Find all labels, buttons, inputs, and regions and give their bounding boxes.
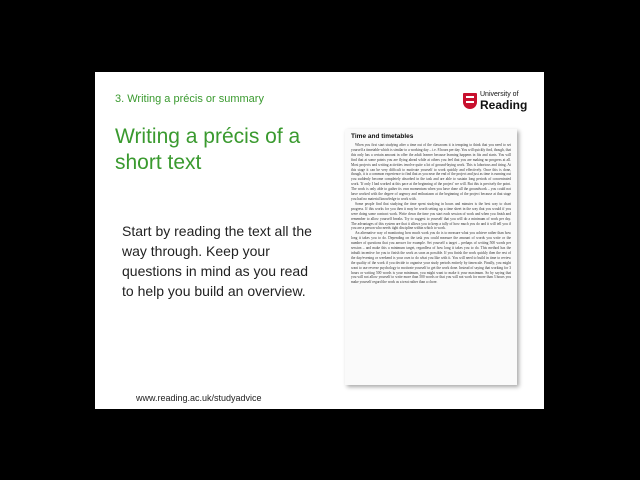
section-label: 3. Writing a précis or summary — [115, 93, 264, 105]
logo-line-2: Reading — [480, 98, 528, 112]
slide-body-text: Start by reading the text all the way through. Keep your questions in mind as you read to help you build an overview. — [122, 223, 312, 299]
document-page-image — [345, 129, 517, 385]
document-paragraph-3: An alternative way of monitoring how much work you do is to measure what you achieve rather than how long it takes you to do. Depending on the task you could measure the amount of words you write or the number of questions that you answer for example. Set yourself a target – perhaps of writing 500 words per session – and make this a minimum target, regardless of how long it takes you to do. This method has the inbuilt incentive for you to finish the work as soon as possible. If you finish the work quickly then the rest of the day/evening or weekend is your own to do what you like with it. You will need to build in time to review the quality of the work if you decide to organise your study periods entirely by timescale. Finally, you might want to use reverse psychology to motivate yourself to get the work done. Instead of saying that working for 3 hours or writing 500 words is your minimum, you might want to make it your maximum. So by saying that you will not allow yourself to write more than 500 words or that you will not work for more than 3 hours you make yourself regard the work as a treat rather than a chore. — [351, 231, 511, 285]
university-crest-icon — [463, 93, 477, 109]
slide-title: Writing a précis of a short text — [115, 125, 301, 174]
document-heading: Time and timetables — [351, 133, 414, 140]
slide — [95, 72, 544, 409]
university-logo — [463, 91, 527, 113]
document-paragraph-2: Some people find that studying the time spent studying in hours and minutes is the best way to chart progress. If this works for you then it may be worth setting up a time sheet in the way that you would if you were doing some contract work. Write down the time you start each session of work and when you finish and remember to allow yourself breaks. Try to suggest to yourself that you will do a minimum of work per day. The advantages of this system are that it allows you to keep a tally of how much you do and it will tell you if you are a person who needs tight discipline within which to work. — [351, 201, 511, 231]
logo-line-1: University of — [480, 91, 519, 98]
footer-url: www.reading.ac.uk/studyadvice — [136, 393, 262, 403]
document-paragraph-1: When you first start studying after a time out of the classroom it is tempting to think that you need to set yourself a timetable which is similar to a working day – i.e. 8 hours per day. You will quickly find, though, that this only has a certain amount in offer the adult learner because learning happens in fits and starts. You will find that at some points you are flying ahead while at others you feel that you are making no progress at all. Most projects and writing activities involve quite a lot of ground-laying work. This is laborious and tiring. At this stage it can be very difficult to motivate yourself to work quickly and effectively. Once this is done, though, it is a common experience to find that as you near the end of the project and just as time is running out you suddenly become completely absorbed in the task and are able to sustain long periods of concentrated work. 'If only I had worked at this pace at the beginning of the project' we will. But this is precisely the point. The work is only able to gather its own momentum when you have done all the groundwork – you could not have worked with the degree of urgency and enthusiasm at the beginning of the project because at that stage you had no material knowledge to work with. — [351, 143, 511, 201]
